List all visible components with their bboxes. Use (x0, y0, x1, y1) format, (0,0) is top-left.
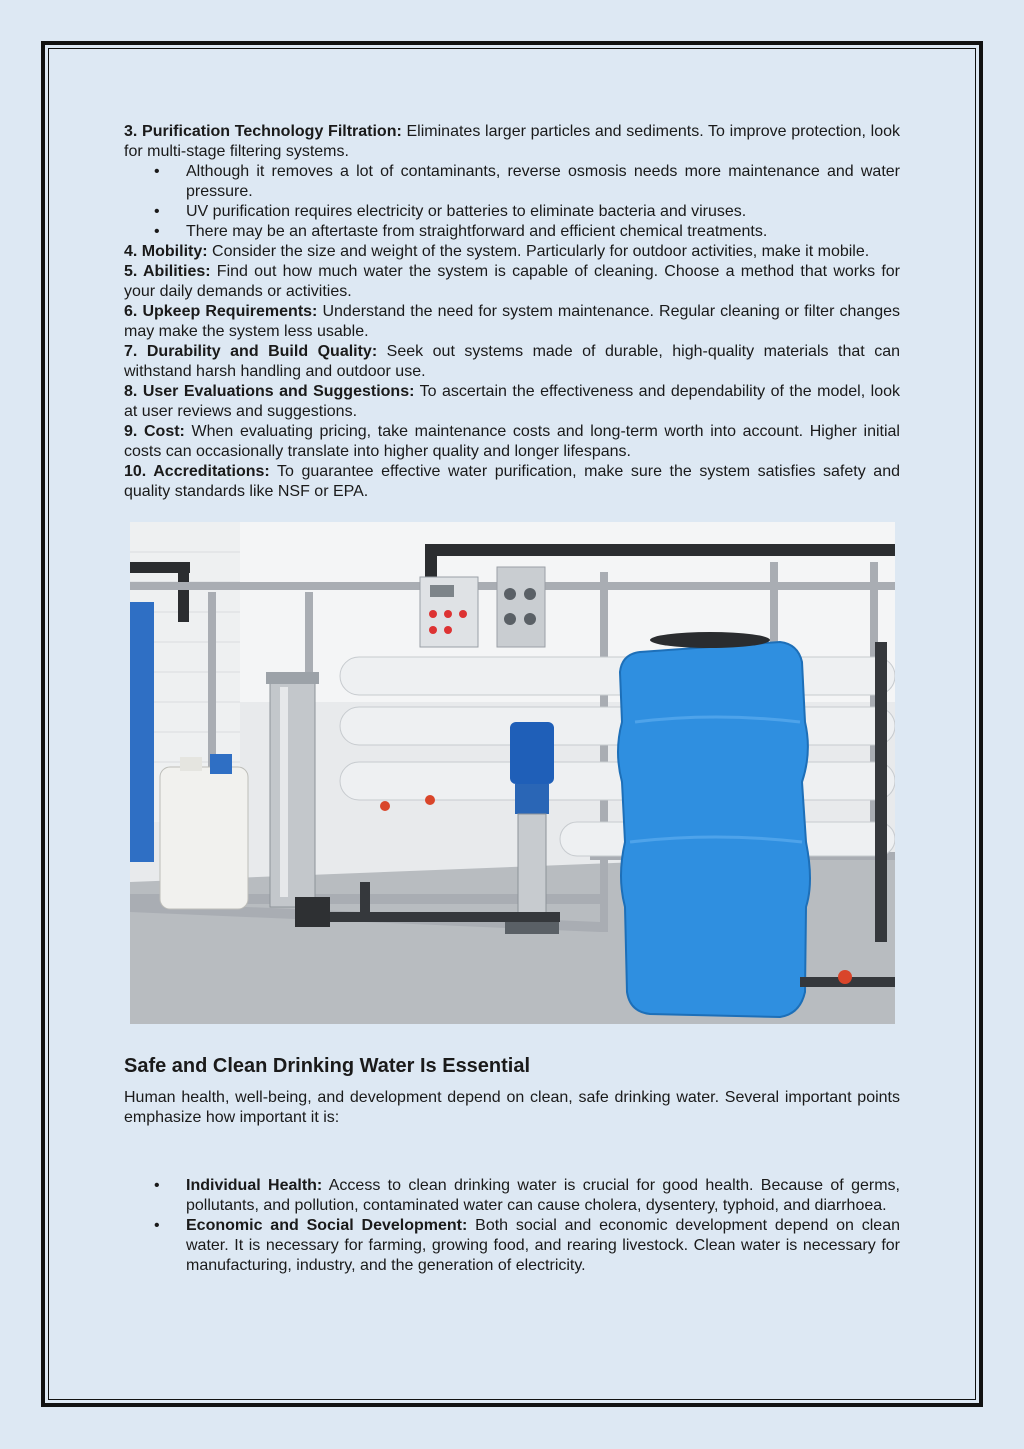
section-7-title: Durability and Build Quality: (146, 343, 378, 360)
section-10 (124, 462, 900, 502)
section-6 (124, 302, 900, 342)
section-6-num: 6. (124, 303, 138, 320)
section-3-num: 3. (124, 123, 138, 140)
section-10-text: To guarantee effective water purification, make sure the system satisfies safety and quality standards like NSF or EPA. (124, 463, 900, 500)
section-5-title: Abilities: (143, 263, 211, 280)
section-7-num: 7. (124, 343, 138, 360)
section-5-text: Find out how much water the system is capable of cleaning. Choose a method that works for your daily demands or activities. (124, 263, 901, 300)
section-5-num: 5. (124, 263, 138, 280)
section-4 (124, 242, 900, 262)
list-item: • There may be an aftertaste from straightforward and efficient chemical treatments. (124, 222, 900, 242)
section-4-title: Mobility: (141, 243, 208, 260)
list-item: • Although it removes a lot of contaminants, reverse osmosis needs more maintenance and water pressure. (124, 162, 900, 202)
filtration-bullet-list (124, 162, 900, 242)
water-purification-system-photo (130, 522, 895, 1024)
importance-bullet-list (124, 1176, 900, 1276)
document-body (124, 122, 900, 1276)
list-item-text: Both social and economic development depend on clean water. It is necessary for farming, growing food, and rearing livestock. Clean water is necessary for manufacturing, industry, and the generation of electricity. (186, 1217, 901, 1274)
list-item-title: Economic and Social Development: (186, 1217, 468, 1234)
section-3 (124, 122, 900, 162)
section-8-text: To ascertain the effectiveness and dependability of the model, look at user reviews and suggestions. (124, 383, 900, 420)
list-item-title: Individual Health: (186, 1177, 323, 1194)
intro-paragraph: Human health, well-being, and development depend on clean, safe drinking water. Several important points emphasize how important it is: (124, 1089, 900, 1126)
spacer (124, 1128, 900, 1176)
section-8 (124, 382, 900, 422)
section-heading: Safe and Clean Drinking Water Is Essential (124, 1055, 531, 1077)
list-item (124, 1216, 900, 1276)
list-item: • UV purification requires electricity or batteries to eliminate bacteria and viruses. (124, 202, 900, 222)
section-6-title: Upkeep Requirements: (142, 303, 318, 320)
section-10-num: 10. (124, 463, 147, 480)
section-10-title: Accreditations: (153, 463, 270, 480)
section-3-title: Purification Technology Filtration: (142, 123, 402, 140)
section-3-text: Eliminates larger particles and sediments. To improve protection, look for multi-stage filtering systems. (124, 123, 900, 160)
section-7 (124, 342, 900, 382)
section-4-text: Consider the size and weight of the system. Particularly for outdoor activities, make it mobile. (207, 243, 870, 260)
list-item (124, 1176, 900, 1216)
section-8-title: User Evaluations and Suggestions: (142, 383, 415, 400)
section-9-num: 9. (124, 423, 138, 440)
section-7-text: Seek out systems made of durable, high-quality materials that can withstand harsh handling and outdoor use. (124, 343, 901, 380)
section-9-text: When evaluating pricing, take maintenance costs and long-term worth into account. Higher initial costs can occasionally translate into higher quality and longer lifespans. (124, 423, 900, 460)
list-item-text: Access to clean drinking water is crucial for good health. Because of germs, pollutants, and pollution, contaminated water can cause cholera, dysentery, typhoid, and diarrhoea. (186, 1177, 901, 1214)
section-5 (124, 262, 900, 302)
section-4-num: 4. (124, 243, 138, 260)
section-6-text: Understand the need for system maintenance. Regular cleaning or filter changes may make the system less usable. (124, 303, 901, 340)
section-9 (124, 422, 900, 462)
section-9-title: Cost: (143, 423, 185, 440)
section-8-num: 8. (124, 383, 138, 400)
